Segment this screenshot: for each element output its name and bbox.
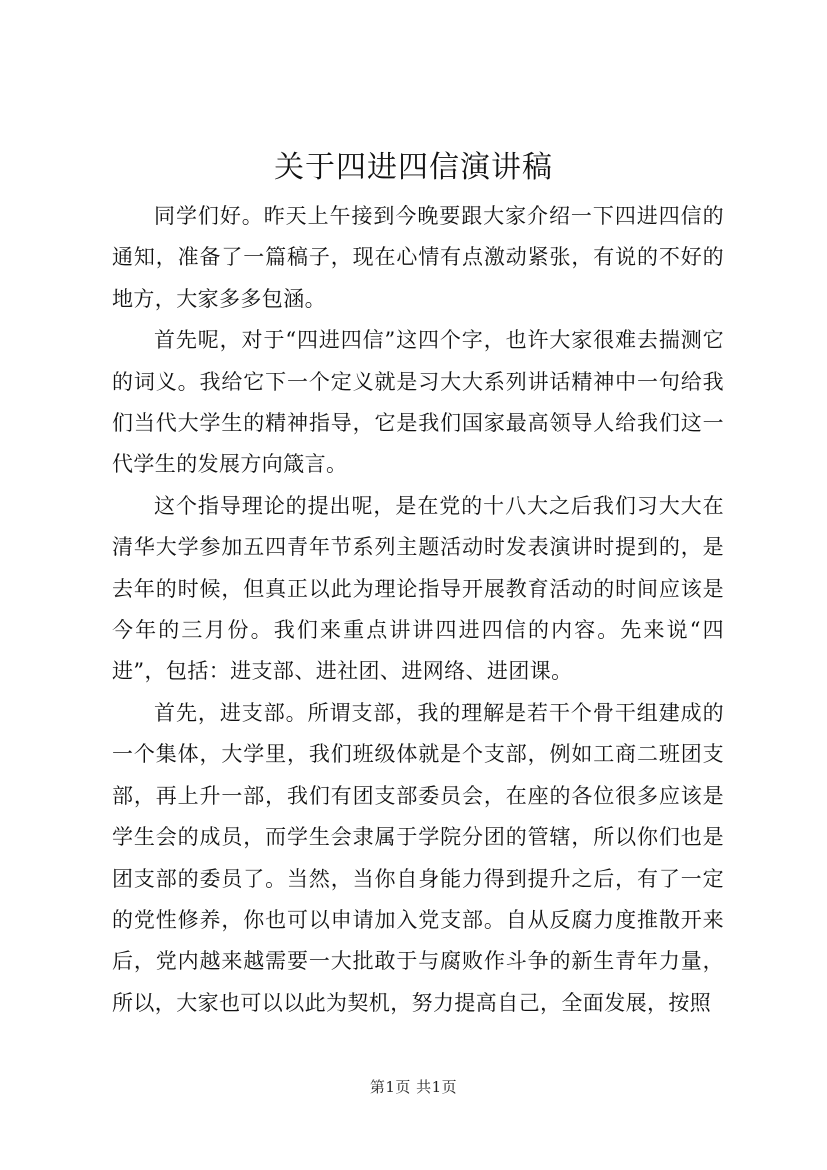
- paragraph-branch: 首先，进支部。所谓支部，我的理解是若干个骨干组建成的一个集体，大学里，我们班级体就是个支部，例如工商二班团支部，再上升一部，我们有团支部委员会，在座的各位很多应该是学生会的成员，而学生会隶属于学院分团的管辖，所以你们也是团支部的委员了。当然，当你自身能力得到提升之后，有了一定的党性修养，你也可以申请加入党支部。自从反腐力度推散开来后，党内越来越需要一大批敢于与腐败作斗争的新生青年力量，所以，大家也可以以此为契机，努力提高自己，全面发展，按照: [112, 700, 724, 1015]
- document-title: 关于四进四信演讲稿: [274, 150, 553, 185]
- paragraph-greeting: 同学们好。昨天上午接到今晚要跟大家介绍一下四进四信的通知，准备了一篇稿子，现在心情有点激动紧张，有说的不好的地方，大家多多包涵。: [112, 204, 724, 311]
- paragraph-origin: 这个指导理论的提出呢，是在党的十八大之后我们习大大在清华大学参加五四青年节系列主题活动时发表演讲时提到的，是去年的时候，但真正以此为理论指导开展教育活动的时间应该是今年的三月份。我们来重点讲讲四进四信的内容。先来说“四进”，包括：进支部、进社团、进网络、进团课。: [112, 493, 724, 684]
- page-footer: 第1页 共1页: [369, 1078, 458, 1096]
- document-body: [112, 196, 724, 1024]
- paragraph-definition: 首先呢，对于“四进四信”这四个字，也许大家很难去揣测它的词义。我给它下一个定义就是习大大系列讲话精神中一句给我们当代大学生的精神指导，它是我们国家最高领导人给我们这一代学生的发展方向箴言。: [112, 328, 724, 477]
